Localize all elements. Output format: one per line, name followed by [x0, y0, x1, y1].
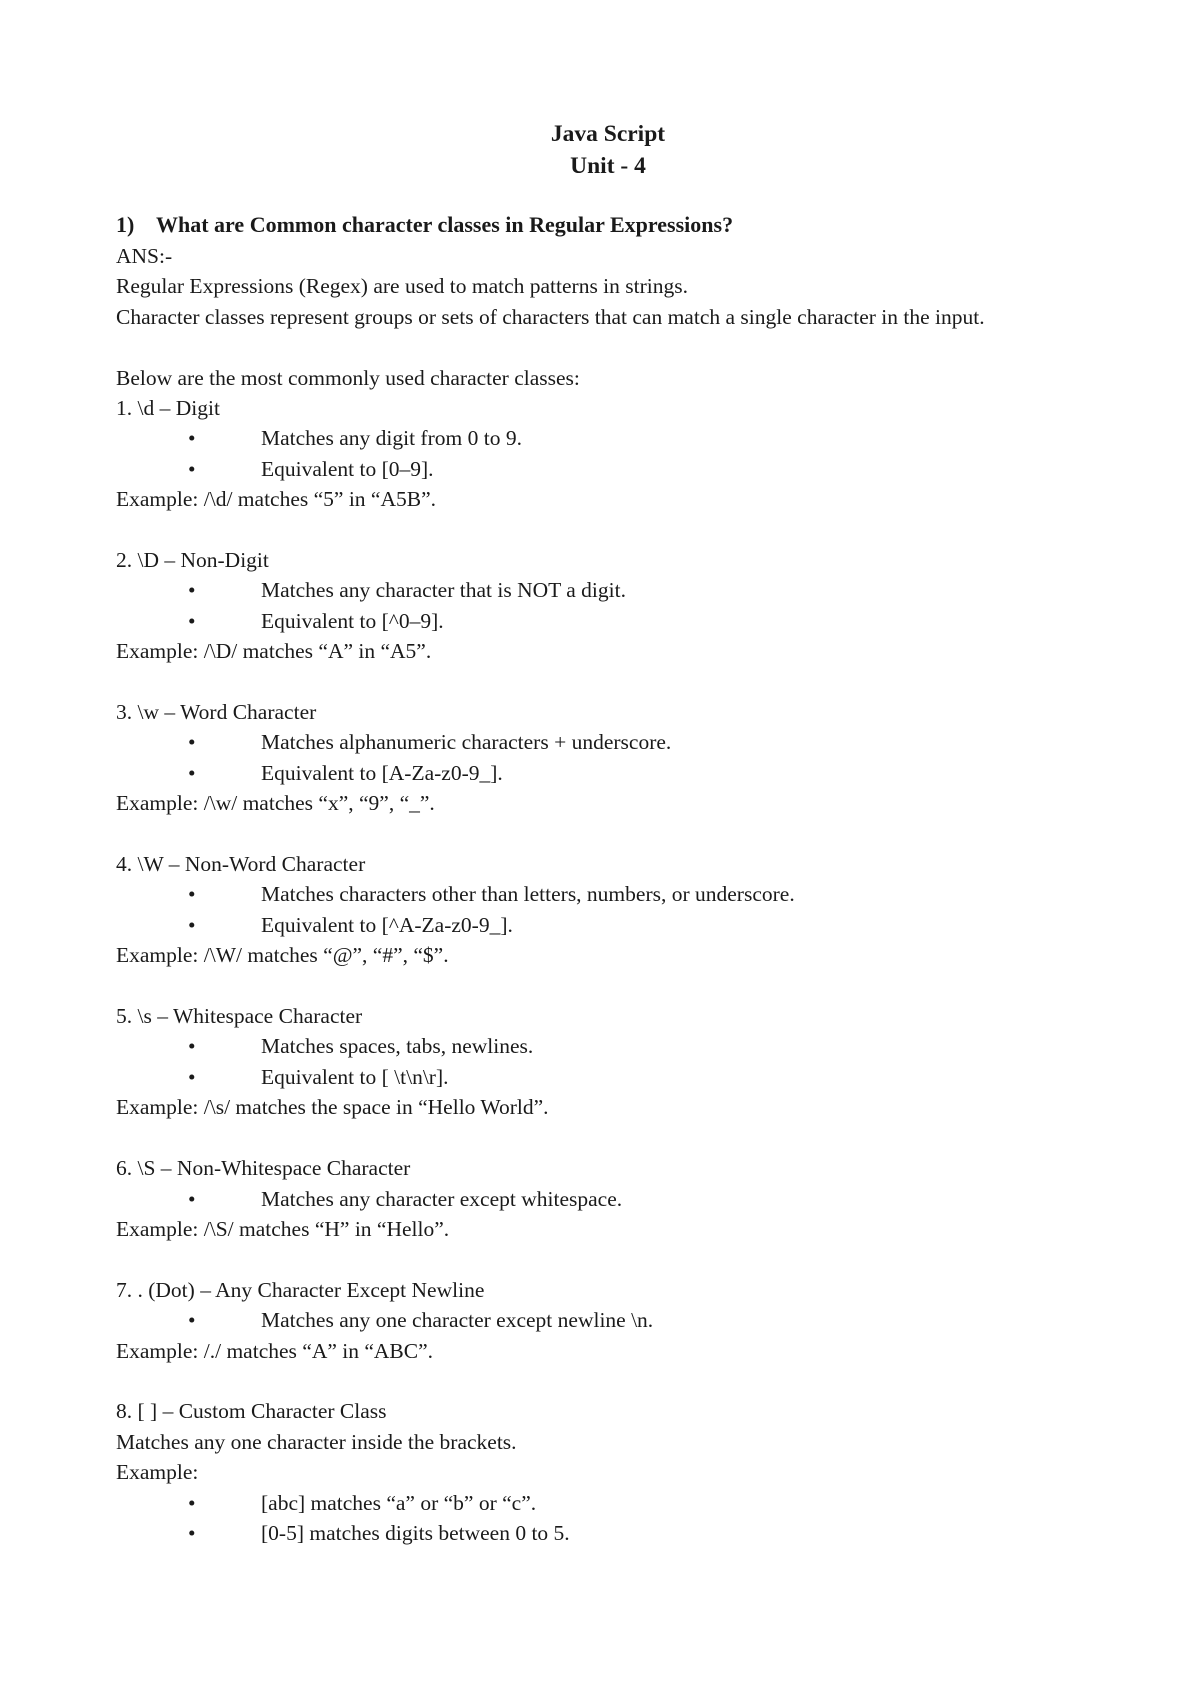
bullet-glyph: •: [188, 456, 196, 481]
section-digit: [116, 393, 1100, 515]
example-label: Example:: [116, 1460, 199, 1485]
bullet-list: [116, 1184, 1100, 1214]
section-heading: 5. \s – Whitespace Character: [116, 1004, 363, 1029]
bullet-text: Equivalent to [^A-Za-z0-9_].: [261, 912, 513, 937]
section-custom-class: [116, 1396, 1100, 1548]
list-item: [116, 1062, 1100, 1092]
question-number: 1): [116, 212, 135, 237]
bullet-glyph: •: [188, 912, 196, 937]
example-line: Example: /\s/ matches the space in “Hello World”.: [116, 1095, 549, 1120]
bullet-text: Equivalent to [^0–9].: [261, 608, 444, 633]
section-heading: 8. [ ] – Custom Character Class: [116, 1399, 387, 1424]
spacer: [116, 667, 1100, 697]
list-item: [116, 1488, 1100, 1518]
section-word-character: [116, 697, 1100, 819]
list-item: [116, 727, 1100, 757]
bullet-glyph: •: [188, 1064, 196, 1089]
bullet-glyph: •: [188, 1308, 196, 1333]
bullet-list: [116, 1305, 1100, 1335]
bullet-list: [116, 423, 1100, 484]
bullet-glyph: •: [188, 578, 196, 603]
list-item: [116, 910, 1100, 940]
title-block: [116, 118, 1100, 182]
spacer: [116, 1366, 1100, 1396]
bullet-glyph: •: [188, 1186, 196, 1211]
bullet-glyph: •: [188, 426, 196, 451]
intro-paragraph-2: Character classes represent groups or sets of characters that can match a single character in the input.: [116, 304, 985, 329]
spacer: [116, 1123, 1100, 1153]
spacer: [116, 515, 1100, 545]
section-heading: 4. \W – Non-Word Character: [116, 852, 366, 877]
bullet-text: Matches alphanumeric characters + underscore.: [261, 730, 672, 755]
bullet-glyph: •: [188, 1034, 196, 1059]
spacer: [116, 1244, 1100, 1274]
list-item: [116, 758, 1100, 788]
bullet-text: Matches spaces, tabs, newlines.: [261, 1034, 534, 1059]
bullet-text: [abc] matches “a” or “b” or “c”.: [261, 1490, 537, 1515]
bullet-list: [116, 1031, 1100, 1092]
bullet-list: [116, 727, 1100, 788]
section-non-digit: [116, 545, 1100, 667]
example-line: Example: /\W/ matches “@”, “#”, “$”.: [116, 943, 449, 968]
bullet-text: Equivalent to [A-Za-z0-9_].: [261, 760, 503, 785]
spacer: [116, 332, 1100, 362]
list-item: [116, 454, 1100, 484]
bullet-text: [0-5] matches digits between 0 to 5.: [261, 1520, 570, 1545]
unit-label: Unit - 4: [570, 153, 646, 179]
section-non-whitespace: [116, 1153, 1100, 1244]
section-heading: 3. \w – Word Character: [116, 700, 317, 725]
example-line: Example: /./ matches “A” in “ABC”.: [116, 1338, 434, 1363]
section-description: Matches any one character inside the brackets.: [116, 1429, 517, 1454]
bullet-text: Matches any character except whitespace.: [261, 1186, 623, 1211]
example-line: Example: /\d/ matches “5” in “A5B”.: [116, 487, 437, 512]
bullet-glyph: •: [188, 730, 196, 755]
bullet-glyph: •: [188, 1520, 196, 1545]
list-item: [116, 1305, 1100, 1335]
list-item: [116, 606, 1100, 636]
bullet-glyph: •: [188, 1490, 196, 1515]
section-heading: 1. \d – Digit: [116, 396, 220, 421]
bullet-list: [116, 879, 1100, 940]
bullet-text: Equivalent to [0–9].: [261, 456, 434, 481]
intro-paragraph-1: Regular Expressions (Regex) are used to match patterns in strings.: [116, 274, 688, 299]
section-heading: 2. \D – Non-Digit: [116, 548, 269, 573]
bullet-text: Matches any one character except newline \n.: [261, 1308, 654, 1333]
list-item: [116, 1518, 1100, 1548]
section-whitespace: [116, 1001, 1100, 1123]
list-item: [116, 575, 1100, 605]
list-item: [116, 1031, 1100, 1061]
example-line: Example: /\w/ matches “x”, “9”, “_”.: [116, 791, 435, 816]
bullet-glyph: •: [188, 760, 196, 785]
bullet-list: [116, 575, 1100, 636]
lead-line: Below are the most commonly used character classes:: [116, 365, 580, 390]
list-item: [116, 879, 1100, 909]
document-title: Java Script: [550, 121, 666, 147]
list-item: [116, 1184, 1100, 1214]
bullet-glyph: •: [188, 608, 196, 633]
bullet-glyph: •: [188, 882, 196, 907]
bullet-text: Matches characters other than letters, numbers, or underscore.: [261, 882, 795, 907]
question-heading: [116, 209, 1100, 241]
spacer: [116, 819, 1100, 849]
list-item: [116, 423, 1100, 453]
bullet-text: Matches any character that is NOT a digit.: [261, 578, 626, 603]
spacer: [116, 971, 1100, 1001]
answer-label: ANS:-: [116, 244, 173, 268]
section-dot: [116, 1275, 1100, 1366]
example-line: Example: /\S/ matches “H” in “Hello”.: [116, 1216, 450, 1241]
bullet-text: Matches any digit from 0 to 9.: [261, 426, 522, 451]
question-text: What are Common character classes in Regular Expressions?: [156, 212, 734, 237]
bullet-text: Equivalent to [ \t\n\r].: [261, 1064, 449, 1089]
example-line: Example: /\D/ matches “A” in “A5”.: [116, 639, 432, 664]
section-heading: 6. \S – Non-Whitespace Character: [116, 1156, 411, 1181]
section-non-word-character: [116, 849, 1100, 971]
bullet-list: [116, 1488, 1100, 1549]
section-heading: 7. . (Dot) – Any Character Except Newline: [116, 1277, 485, 1302]
